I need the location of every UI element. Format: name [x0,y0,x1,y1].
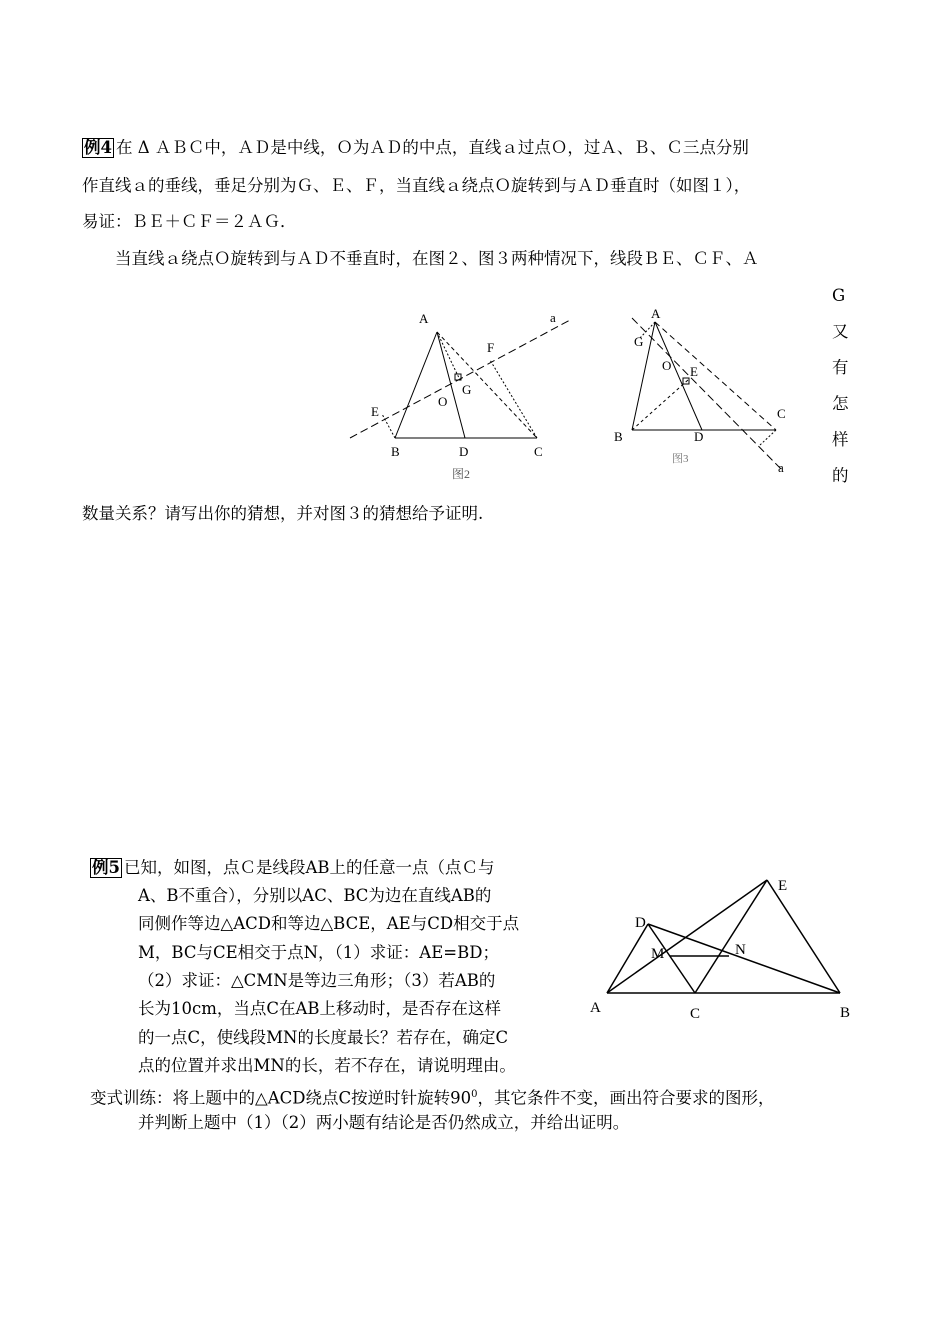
vertical-char-5: 样 [832,430,849,449]
example5-line-7: 的一点C，使线段MN的长度最长？若存在，确定C [138,1028,509,1047]
vertical-char-6: 的 [832,466,849,485]
fig5-side-eb [767,880,840,993]
example5-line-4: M，BC与CE相交于点N，（1）求证：AE=BD； [138,943,499,962]
fig2-label-line-a: a [550,310,556,325]
variant-superscript: 0 [471,1089,478,1100]
fig3-caption: 图3 [672,453,689,465]
fig3-label-o: O [662,358,672,373]
fig2-caption: 图2 [452,467,471,481]
fig2-label-o: O [438,394,448,409]
vertical-char-3: 有 [832,358,849,377]
vertical-char-2: 又 [832,322,849,341]
fig2-label-d: D [459,444,469,459]
example4-line-3: 易证：ＢＥ＋ＣＦ＝２ＡＧ． [82,212,297,231]
fig3-label-g: G [634,334,644,349]
example5-tag: 例5 [92,858,120,877]
example5-text-1: 已知，如图，点Ｃ是线段AB上的任意一点（点Ｃ与 [123,858,495,877]
fig3-label-line-a: a [778,460,784,475]
example4-tag: 例4 [84,138,112,157]
vertical-char-1: G [832,286,846,305]
fig5-label-d: D [635,915,646,931]
example5-line-8: 点的位置并求出MN的长，若不存在，请说明理由。 [138,1056,516,1075]
fig5-label-b: B [840,1005,851,1021]
fig5-segment-ae [607,880,767,993]
variant-text-1b: ，其它条件不变，画出符合要求的图形， [477,1088,775,1108]
fig2-label-a-point: A [419,311,429,326]
fig5-side-ad [607,924,648,993]
fig2-label-c: C [534,444,543,459]
fig5-side-ce [695,880,767,993]
fig5-label-a: A [590,1000,601,1016]
example4-line-5: 数量关系？请写出你的猜想，并对图３的猜想给予证明. [82,504,484,523]
fig5-label-e: E [778,878,788,894]
fig5-label-n: N [735,942,746,958]
variant-text-1: 变式训练：将上题中的△ACD绕点C按逆时针旋转90 [90,1088,472,1108]
fig3-label-e: E [690,364,698,379]
example5-line-2: A、B不重合），分别以AC、BC为边在直线AB的 [138,886,492,905]
fig2-label-f: F [487,340,495,355]
fig5-segment-db [648,924,840,993]
fig2-label-e: E [371,404,379,419]
fig5-label-c: C [690,1006,701,1022]
vertical-char-4: 怎 [832,394,849,413]
example5-line-5: （2）求证：△CMN是等边三角形；（3）若AB的 [138,971,496,990]
fig5-label-m: M [651,946,665,962]
example5-line-3: 同侧作等边△ACD和等边△BCE，AE与CD相交于点 [138,914,520,933]
example4-text-1: 在 Δ ＡＢＣ中，ＡＤ是中线，Ｏ为ＡＤ的中点，直线ａ过点Ｏ，过Ａ、Ｂ、Ｃ三点分别 [115,138,749,157]
fig3-label-c: C [777,406,786,421]
example4-line-2: 作直线ａ的垂线，垂足分别为Ｇ、Ｅ、Ｆ，当直线ａ绕点Ｏ旋转到与ＡＤ垂直时（如图１）， [82,176,751,195]
fig3-label-d: D [694,429,704,444]
example4-line-4: 当直线ａ绕点Ｏ旋转到与ＡＤ不垂直时，在图２、图３两种情况下，线段ＢＥ、ＣＦ、Ａ [115,249,759,268]
fig2-label-g: G [462,382,472,397]
fig3-label-b: B [614,429,623,444]
fig3-label-a: A [651,306,661,321]
variant-line-2: 并判断上题中（1）（2）两小题有结论是否仍然成立，并给出证明。 [138,1113,630,1132]
variant-line-1 [90,1084,774,1110]
fig2-label-b: B [391,444,400,459]
example5-line-6: 长为10cm，当点C在AB上移动时，是否存在这样 [138,999,502,1018]
